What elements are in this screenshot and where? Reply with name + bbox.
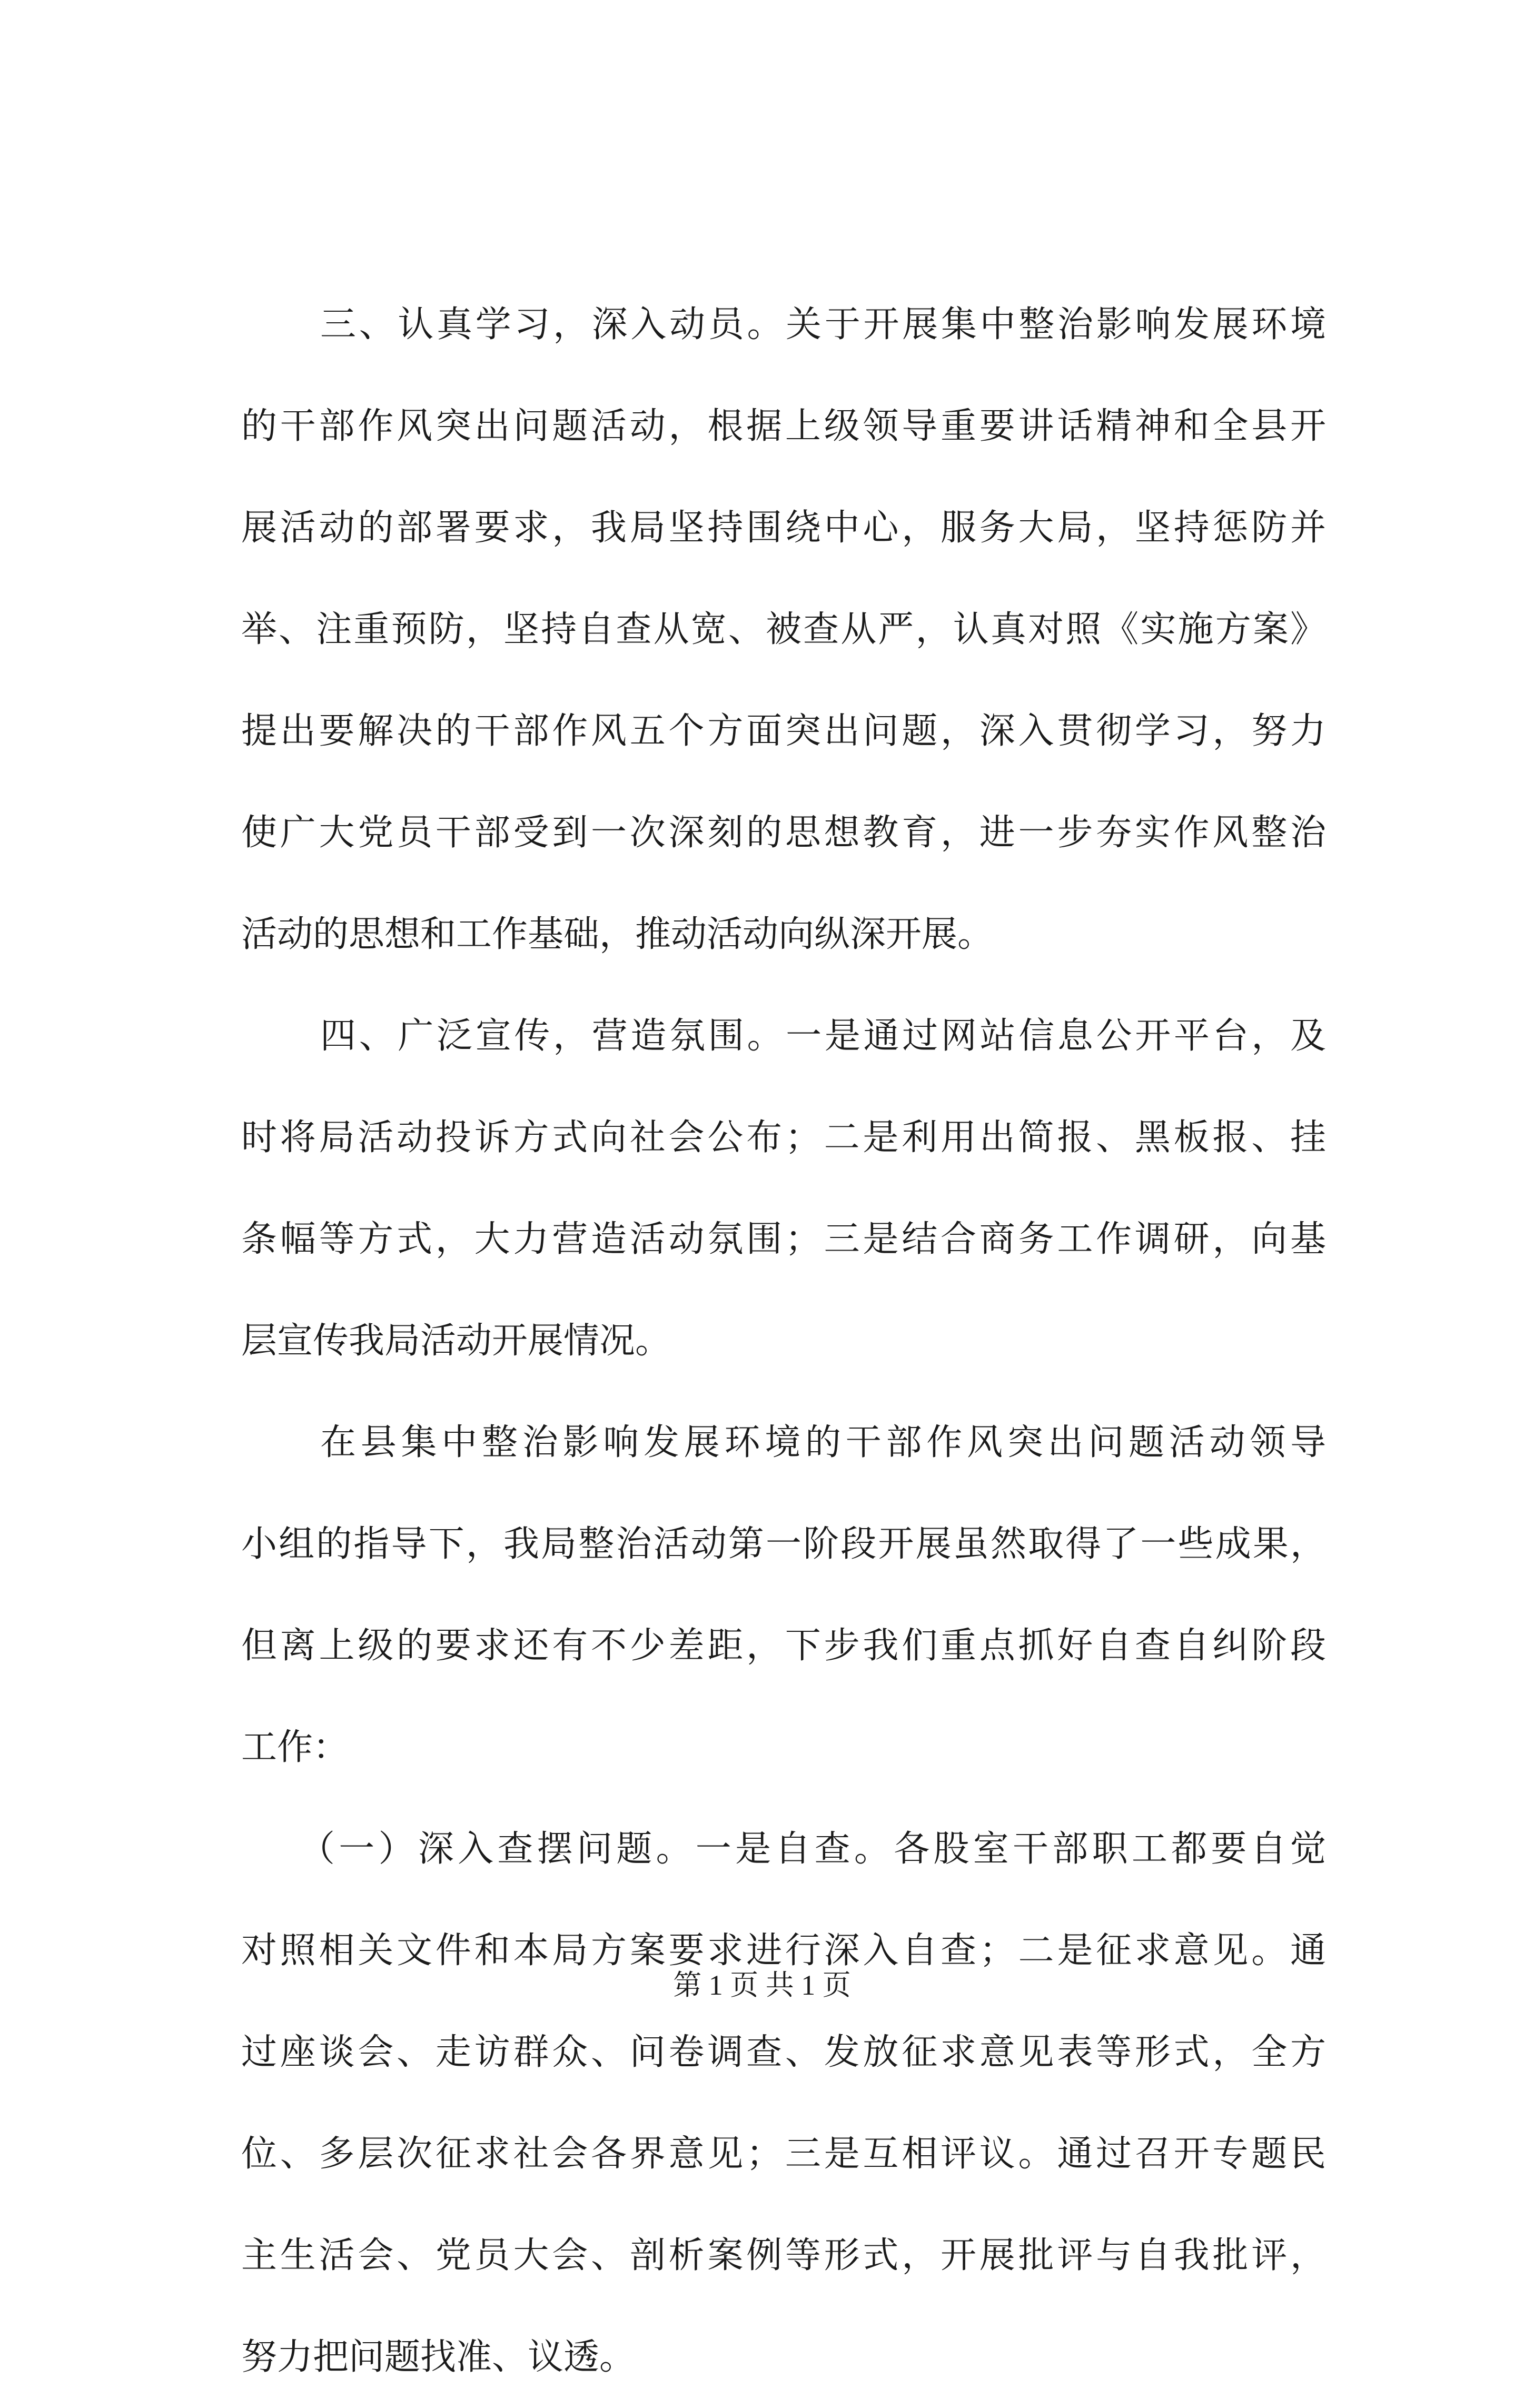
text-line: 条幅等方式，大力营造活动氛围；三是结合商务工作调研，向基 [241,1218,1326,1260]
text-line: 使广大党员干部受到一次深刻的思想教育，进一步夯实作风整治 [241,812,1326,854]
text-line: 举、注重预防，坚持自查从宽、被查从严，认真对照《实施方案》 [241,609,1326,650]
text-line: 但离上级的要求还有不少差距，下步我们重点抓好自查自纠阶段 [241,1625,1326,1667]
text-line: （一）深入查摆问题。一是自查。各股室干部职工都要自觉 [299,1828,1326,1870]
text-line: 努力把问题找准、议透。 [241,2336,636,2378]
text-line: 工作： [241,1727,349,1768]
document-body [241,274,1326,2408]
text-line: 过座谈会、走访群众、问卷调查、发放征求意见表等形式，全方 [241,2032,1326,2073]
text-line: 位、多层次征求社会各界意见；三是互相评议。通过召开专题民 [241,2133,1326,2175]
text-line: 在县集中整治影响发展环境的干部作风突出问题活动领导 [320,1422,1326,1463]
page-number-footer: 第 1 页 共 1 页 [673,1969,851,2001]
text-line: 活动的思想和工作基础，推动活动向纵深开展。 [241,914,994,955]
text-line: 提出要解决的干部作风五个方面突出问题，深入贯彻学习，努力 [241,710,1326,752]
text-line: 的干部作风突出问题活动，根据上级领导重要讲话精神和全县开 [241,405,1326,447]
text-line: 四、广泛宣传，营造氛围。一是通过网站信息公开平台，及 [320,1015,1326,1057]
text-line: 小组的指导下，我局整治活动第一阶段开展虽然取得了一些成果， [241,1523,1326,1565]
text-line: 层宣传我局活动开展情况。 [241,1320,671,1362]
text-line: 对照相关文件和本局方案要求进行深入自查；二是征求意见。通 [241,1930,1326,1971]
text-line: 展活动的部署要求，我局坚持围绕中心，服务大局，坚持惩防并 [241,507,1326,549]
text-line: 时将局活动投诉方式向社会公布；二是利用出简报、黑板报、挂 [241,1117,1326,1158]
text-line: 主生活会、党员大会、剖析案例等形式，开展批评与自我批评， [241,2235,1326,2276]
text-line: 三、认真学习，深入动员。关于开展集中整治影响发展环境 [320,304,1326,345]
